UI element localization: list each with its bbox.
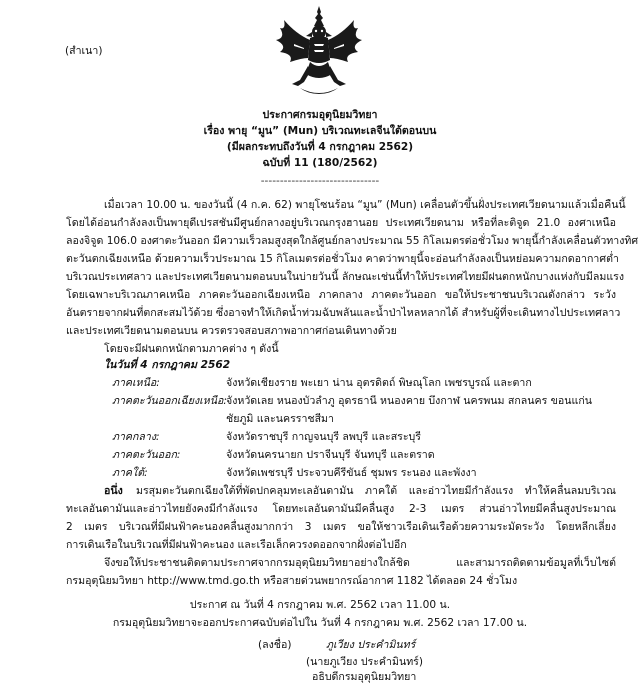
garuda-emblem-icon xyxy=(270,4,368,98)
region-provinces: จังหวัดนครนายก ปราจีนบุรี จันทบุรี และตราด xyxy=(226,449,435,461)
region-label: ภาคตะวันออก: xyxy=(112,449,181,461)
signer-name: (นายภูเวียง ประคำมินทร์) xyxy=(306,656,424,668)
wind-lead: อนึ่ง xyxy=(104,485,123,497)
body-line: 2 เมตร บริเวณที่มีฝนฟ้าคะนองคลื่นสูงมากกว่า 3 เมตร ขอให้ชาวเรือเดินเรือด้วยความระมัดระวัง โดยหลีกเลี่ยง xyxy=(66,521,616,533)
date-heading: ในวันที่ 4 กรกฎาคม 2562 xyxy=(104,359,231,371)
region-provinces: ชัยภูมิ และนครราชสีมา xyxy=(226,413,334,425)
body-line: ตะวันตกเฉียงเหนือ ด้วยความเร็วประมาณ 15 กิโลเมตรต่อชั่วโมง คาดว่าพายุนี้จะอ่อนกำลังลงเป็นหย่อมความกดอากาศต่ำ xyxy=(66,253,619,265)
region-label: ภาคใต้: xyxy=(112,467,148,479)
region-provinces: จังหวัดเพชรบุรี ประจวบคีรีขันธ์ ชุมพร ระนอง และพังงา xyxy=(226,467,477,479)
body-line: และประเทศเวียดนามตอนบน ควรตรวจสอบสภาพอากาศก่อนเดินทางด้วย xyxy=(66,325,397,337)
body-line: จึงขอให้ประชาชนติดตามประกาศจากกรมอุตุนิยมวิทยาอย่างใกล้ชิด และสามารถติดตามข้อมูลที่เว็บไซต์ xyxy=(104,557,616,569)
body-line: การเดินเรือในบริเวณที่มีฝนฟ้าคะนอง และเรือเล็กควรงดออกจากฝั่งต่อไปอีก xyxy=(66,539,407,551)
signature: ภูเวียง ประคำมินทร์ xyxy=(326,639,416,651)
body-line: โดยเฉพาะบริเวณภาคเหนือ ภาคตะวันออกเฉียงเหนือ ภาคกลาง ภาคตะวันออก ขอให้ประชาชนบริเวณดังกล่าว ระวัง xyxy=(66,289,616,301)
next-issue: กรมอุตุนิยมวิทยาจะออกประกาศฉบับต่อไปใน วันที่ 4 กรกฎาคม พ.ศ. 2562 เวลา 17.00 น. xyxy=(112,617,528,629)
signed-label: (ลงชื่อ) xyxy=(258,639,292,651)
body-line: บริเวณประเทศลาว และประเทศเวียดนามตอนบนในบ่ายวันนี้ ลักษณะเช่นนี้ทำให้ประเทศไทยมีฝนตกหนักบางแห่งกับมีลมแรง xyxy=(66,271,625,283)
effective-date: (มีผลกระทบถึงวันที่ 4 กรกฎาคม 2562) xyxy=(226,141,414,153)
body-line: เมื่อเวลา 10.00 น. ของวันนี้ (4 ก.ค. 62) พายุโซนร้อน “มูน” (Mun) เคลื่อนตัวขึ้นฝั่งประเทศเวียดนามแล้วเมื่อคืนนี้ xyxy=(104,199,626,211)
region-label: ภาคกลาง: xyxy=(112,431,160,443)
signer-title: อธิบดีกรมอุตุนิยมวิทยา xyxy=(312,671,417,683)
copy-mark: (สำเนา) xyxy=(65,45,103,57)
region-provinces: จังหวัดเชียงราย พะเยา น่าน อุตรดิตถ์ พิษณุโลก เพชรบูรณ์ และตาก xyxy=(226,377,532,389)
body-line: มรสุมตะวันตกเฉียงใต้ที่พัดปกคลุมทะเลอันดามัน ภาคใต้ และอ่าวไทยมีกำลังแรง ทำให้คลื่นลมบริเวณ xyxy=(136,485,616,497)
region-label: ภาคเหนือ: xyxy=(112,377,160,389)
header-divider: ------------------------------- xyxy=(260,175,380,187)
announced-date: ประกาศ ณ วันที่ 4 กรกฎาคม พ.ศ. 2562 เวลา 11.00 น. xyxy=(189,599,451,611)
body-line: ทะเลอันดามันและอ่าวไทยยังคงมีกำลังแรง โดยทะเลอันดามันมีคลื่นสูง 2-3 เมตร ส่วนอ่าวไทยมีคลื่นสูงประมาณ xyxy=(66,503,616,515)
body-line: ลองจิจูด 106.0 องศาตะวันออก มีความเร็วลมสูงสุดใกล้ศูนย์กลางประมาณ 55 กิโลเมตรต่อชั่วโมง พายุนี้กำลังเคลื่อนตัวทางทิศ xyxy=(66,235,639,247)
body-line: กรมอุตุนิยมวิทยา http://www.tmd.go.th หรือสายด่วนพยากรณ์อากาศ 1182 ได้ตลอด 24 ชั่วโมง xyxy=(66,575,518,587)
issue-number: ฉบับที่ 11 (180/2562) xyxy=(262,157,378,169)
announcement-subject: เรื่อง พายุ “มูน” (Mun) บริเวณทะเลจีนใต้ตอนบน xyxy=(203,125,437,137)
region-provinces: จังหวัดเลย หนองบัวลำภู อุดรธานี หนองคาย บึงกาฬ นครพนม สกลนคร ขอนแก่น xyxy=(226,395,592,407)
body-line: โดยได้อ่อนกำลังลงเป็นพายุดีเปรสชันมีศูนย์กลางอยู่บริเวณกรุงฮานอย ประเทศเวียดนาม หรือที่ละติจูด 21.0 องศาเหนือ xyxy=(66,217,616,229)
body-line: อันตรายจากฝนที่ตกสะสมไว้ด้วย ซึ่งอาจทำให้เกิดน้ำท่วมฉับพลันและน้ำป่าไหลหลากได้ สำหรับผู้ที่จะเดินทางไปประเทศลาว xyxy=(66,307,621,319)
announcement-title: ประกาศกรมอุตุนิยมวิทยา xyxy=(262,109,378,121)
region-provinces: จังหวัดราชบุรี กาญจนบุรี ลพบุรี และสระบุรี xyxy=(226,431,421,443)
region-label: ภาคตะวันออกเฉียงเหนือ: xyxy=(112,395,227,407)
rain-intro: โดยจะมีฝนตกหนักตามภาคต่าง ๆ ดังนี้ xyxy=(104,343,279,355)
